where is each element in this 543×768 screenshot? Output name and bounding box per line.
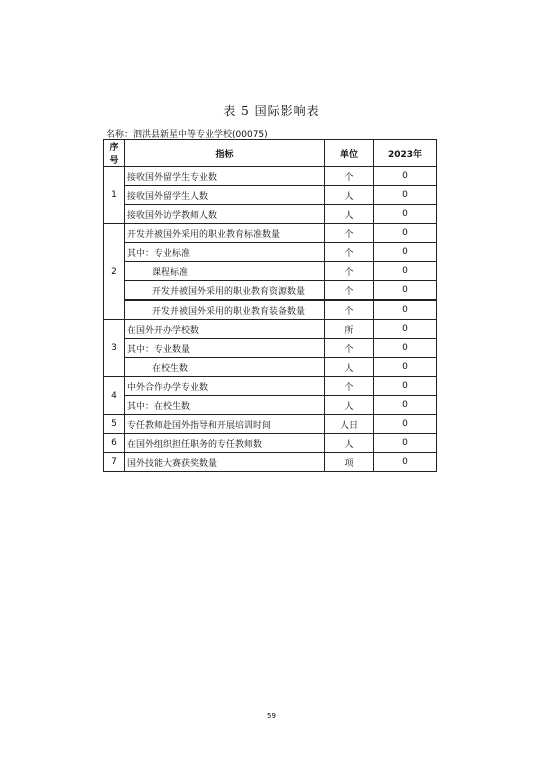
table-row — [104, 224, 437, 243]
indicator-cell: 在国外开办学校数 — [125, 320, 325, 339]
value-cell: 0 — [374, 281, 437, 301]
indicator-cell — [125, 262, 325, 281]
indicator-cell: 在国外组织担任职务的专任教师数 — [125, 434, 325, 453]
unit-cell: 项 — [325, 453, 374, 472]
indicator-cell — [125, 281, 325, 301]
indicator-cell: 其中：专业标准 — [125, 243, 325, 262]
value-cell: 0 — [374, 358, 437, 377]
indicator-cell — [125, 358, 325, 377]
value-cell: 0 — [374, 415, 437, 434]
indicator-cell: 接收国外访学教师人数 — [125, 205, 325, 224]
value-cell: 0 — [374, 300, 437, 320]
seq-cell: 6 — [104, 434, 125, 453]
indicator-text: 开发并被国外采用的职业教育装备数量 — [152, 306, 306, 317]
indicator-text: 开发并被国外采用的职业教育资源数量 — [152, 286, 306, 297]
table-row — [104, 377, 437, 396]
value-cell: 0 — [374, 167, 437, 186]
table-row — [104, 396, 437, 415]
value-cell: 0 — [374, 434, 437, 453]
seq-cell: 5 — [104, 415, 125, 434]
table-row — [104, 167, 437, 186]
school-name: 名称：泗洪县新星中等专业学校(00075) — [106, 130, 268, 140]
indicator-cell — [125, 300, 325, 320]
unit-cell: 个 — [325, 377, 374, 396]
seq-cell: 2 — [104, 224, 125, 320]
international-influence-table — [103, 139, 437, 472]
value-cell: 0 — [374, 186, 437, 205]
indicator-cell: 专任教师赴国外指导和开展培训时间 — [125, 415, 325, 434]
table-title: 表 5 国际影响表 — [223, 104, 320, 118]
unit-cell: 所 — [325, 320, 374, 339]
unit-cell: 人日 — [325, 415, 374, 434]
indicator-cell: 其中：在校生数 — [125, 396, 325, 415]
unit-cell: 个 — [325, 224, 374, 243]
value-cell: 0 — [374, 320, 437, 339]
table-row — [104, 339, 437, 358]
unit-cell: 个 — [325, 281, 374, 301]
page-number: 59 — [267, 712, 276, 720]
indicator-text: 在校生数 — [152, 363, 189, 374]
unit-cell: 个 — [325, 167, 374, 186]
indicator-cell: 开发并被国外采用的职业教育标准数量 — [125, 224, 325, 243]
unit-cell: 人 — [325, 396, 374, 415]
value-cell: 0 — [374, 224, 437, 243]
table-header-row — [104, 140, 437, 167]
table-row — [104, 300, 437, 320]
header-indicator: 指标 — [125, 140, 325, 167]
table-row — [104, 415, 437, 434]
table-row — [104, 453, 437, 472]
unit-cell: 人 — [325, 434, 374, 453]
table-row — [104, 320, 437, 339]
indicator-cell: 其中：专业数量 — [125, 339, 325, 358]
indicator-cell: 中外合作办学专业数 — [125, 377, 325, 396]
unit-cell: 人 — [325, 358, 374, 377]
header-unit: 单位 — [325, 140, 374, 167]
table-row — [104, 243, 437, 262]
unit-cell: 人 — [325, 205, 374, 224]
indicator-cell: 接收国外留学生专业数 — [125, 167, 325, 186]
value-cell: 0 — [374, 453, 437, 472]
indicator-text: 课程标准 — [152, 267, 189, 278]
header-seq: 序号 — [104, 140, 125, 167]
table-row — [104, 205, 437, 224]
indicator-cell: 接收国外留学生人数 — [125, 186, 325, 205]
value-cell: 0 — [374, 377, 437, 396]
table-row — [104, 358, 437, 377]
indicator-cell: 国外技能大赛获奖数量 — [125, 453, 325, 472]
value-cell: 0 — [374, 262, 437, 281]
unit-cell: 人 — [325, 186, 374, 205]
table-row — [104, 434, 437, 453]
seq-cell: 1 — [104, 167, 125, 224]
seq-cell: 3 — [104, 320, 125, 377]
table-row — [104, 262, 437, 281]
header-year: 2023年 — [374, 140, 437, 167]
value-cell: 0 — [374, 205, 437, 224]
value-cell: 0 — [374, 339, 437, 358]
value-cell: 0 — [374, 396, 437, 415]
table-row — [104, 281, 437, 301]
unit-cell: 个 — [325, 262, 374, 281]
unit-cell: 个 — [325, 243, 374, 262]
unit-cell: 个 — [325, 300, 374, 320]
seq-cell: 4 — [104, 377, 125, 415]
unit-cell: 个 — [325, 339, 374, 358]
table-row — [104, 186, 437, 205]
value-cell: 0 — [374, 243, 437, 262]
seq-cell: 7 — [104, 453, 125, 472]
